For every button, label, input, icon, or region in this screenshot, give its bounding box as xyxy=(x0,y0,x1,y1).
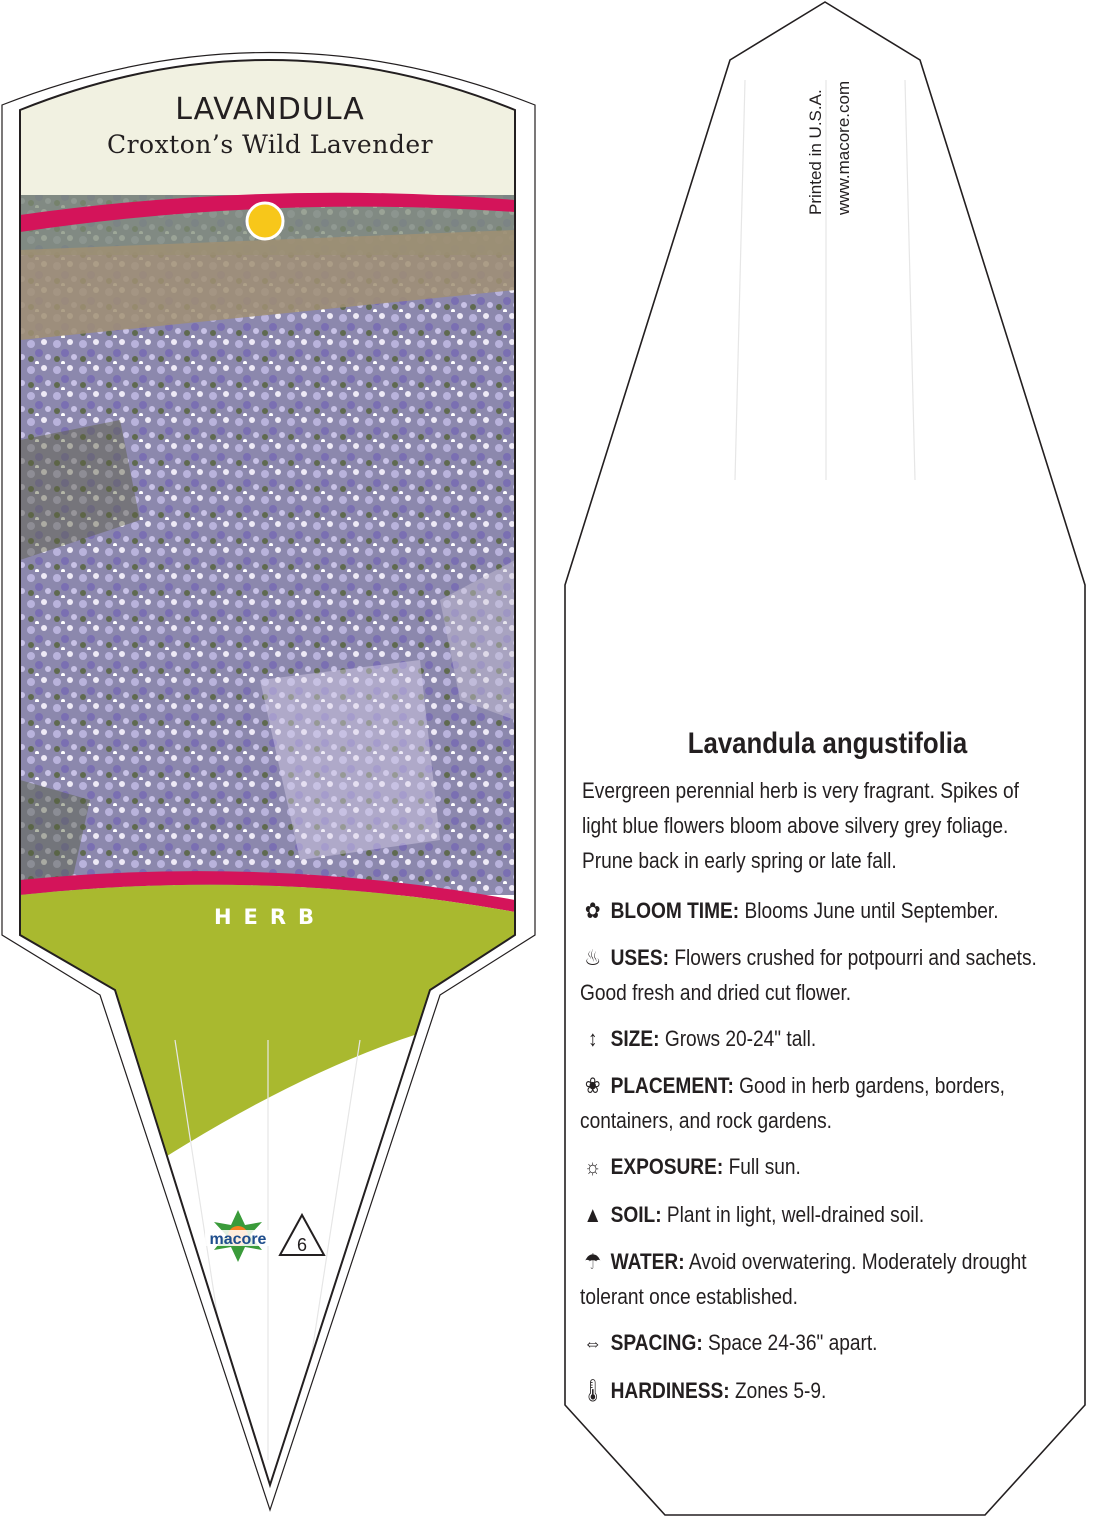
size-icon: ↕ xyxy=(588,1026,598,1051)
soil-icon: ▲ xyxy=(583,1202,603,1227)
attr-bloom-time: ✿ BLOOM TIME: Blooms June until September. xyxy=(580,893,1056,928)
attr-size: ↕ SIZE: Grows 20-24" tall. xyxy=(580,1021,1056,1056)
chef-hat-icon: ♨ xyxy=(584,945,602,970)
website: www.macore.com xyxy=(834,80,853,215)
botanical-name: Lavandula angustifolia xyxy=(687,727,968,760)
svg-text:6: 6 xyxy=(296,1235,308,1255)
flower-icon: ✿ xyxy=(584,898,601,923)
description: Evergreen perennial herb is very fragrant. Spikes of light blue flowers bloom above silvery grey foliage. Prune back in early spring or late fall. xyxy=(582,778,1019,873)
svg-text:macore: macore xyxy=(209,1231,267,1248)
spacing-icon: ⇔ xyxy=(583,1330,603,1355)
sun-dot-icon xyxy=(247,203,283,239)
thermometer-icon: 🌡 xyxy=(580,1378,605,1403)
attr-placement: ❀ PLACEMENT: Good in herb gardens, borders, containers, and rock gardens. xyxy=(580,1068,1056,1138)
placement-icon: ❀ xyxy=(584,1073,601,1098)
printed-in-usa: Printed in U.S.A. xyxy=(806,89,825,215)
lavender-photo xyxy=(20,195,515,895)
sun-icon: ☼ xyxy=(584,1154,602,1179)
attr-spacing: ⇔ SPACING: Space 24-36" apart. xyxy=(580,1325,1056,1360)
attr-uses: ♨ USES: Flowers crushed for potpourri and sachets. Good fresh and dried cut flower. xyxy=(580,940,1056,1010)
category-label: HERB xyxy=(213,905,327,929)
watering-can-icon: ☂ xyxy=(584,1249,602,1274)
attr-water: ☂ WATER: Avoid overwatering. Moderately drought tolerant once established. xyxy=(580,1244,1056,1314)
front-tag xyxy=(0,0,540,1519)
attr-exposure: ☼ EXPOSURE: Full sun. xyxy=(580,1149,1056,1184)
attr-hardiness: 🌡 HARDINESS: Zones 5-9. xyxy=(580,1373,1056,1408)
common-name: Croxton’s Wild Lavender xyxy=(106,130,434,159)
attr-soil: ▲ SOIL: Plant in light, well-drained soil. xyxy=(580,1197,1056,1232)
genus-title: LAVANDULA xyxy=(175,92,365,127)
